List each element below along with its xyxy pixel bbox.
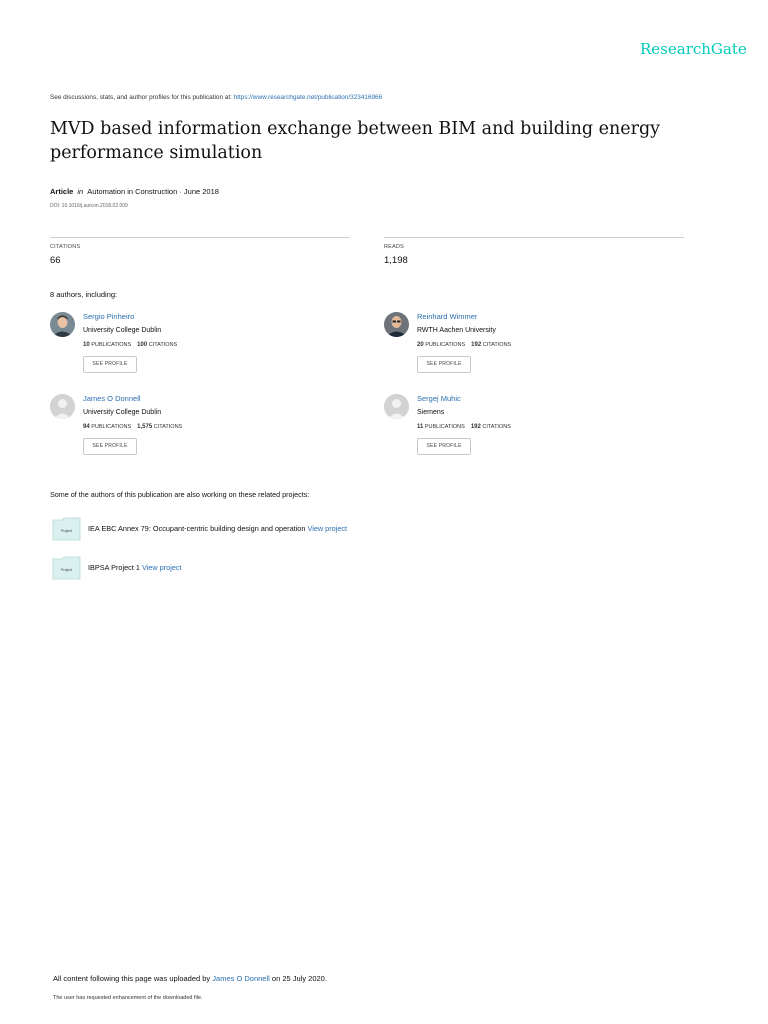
reads-label: READS xyxy=(384,244,404,250)
author-stats xyxy=(83,424,182,430)
author-stats xyxy=(83,342,177,348)
citations-count: 192 xyxy=(471,342,482,348)
see-profile-button[interactable]: SEE PROFILE xyxy=(417,438,471,455)
author-photo-icon xyxy=(50,312,75,337)
author-stats xyxy=(417,424,511,430)
see-profile-button[interactable]: SEE PROFILE xyxy=(83,438,137,455)
citations-value: 66 xyxy=(50,255,61,266)
citations-label: CITATIONS xyxy=(148,342,178,348)
avatar[interactable] xyxy=(384,394,409,419)
citations-count: 1,575 xyxy=(137,424,153,430)
see-profile-button[interactable]: SEE PROFILE xyxy=(417,356,471,373)
journal-date: Automation in Construction · June 2018 xyxy=(87,187,219,196)
publication-url-link[interactable]: https://www.researchgate.net/publication/323416966 xyxy=(233,94,383,101)
publications-label: PUBLICATIONS xyxy=(91,342,132,348)
project-text xyxy=(88,563,182,572)
paper-meta xyxy=(50,187,219,196)
upload-notice xyxy=(53,974,327,983)
avatar[interactable] xyxy=(384,312,409,337)
discussion-line xyxy=(50,94,382,101)
author-card xyxy=(50,394,350,464)
default-avatar-icon xyxy=(50,394,75,419)
author-card xyxy=(50,312,350,382)
publications-count: 94 xyxy=(83,424,90,430)
uploader-link[interactable]: James O Donnell xyxy=(212,974,270,983)
publications-label: PUBLICATIONS xyxy=(424,424,465,430)
author-institution: RWTH Aachen University xyxy=(417,327,496,334)
publications-count: 10 xyxy=(83,342,90,348)
citations-count: 100 xyxy=(137,342,148,348)
enhancement-note: The user has requested enhancement of the downloaded file. xyxy=(53,995,203,1001)
author-institution: University College Dublin xyxy=(83,409,162,416)
author-name[interactable]: Sergio Pinheiro xyxy=(83,312,135,321)
author-institution: University College Dublin xyxy=(83,327,162,334)
in-word: in xyxy=(77,187,84,196)
reads-divider xyxy=(384,237,684,238)
publications-label: PUBLICATIONS xyxy=(91,424,132,430)
citations-divider xyxy=(50,237,350,238)
author-stats xyxy=(417,342,511,348)
article-type: Article xyxy=(50,187,74,196)
project-folder-icon xyxy=(52,556,81,580)
author-card xyxy=(384,394,684,464)
project-name: IEA EBC Annex 79: Occupant-centric building design and operation xyxy=(88,524,306,533)
publications-count: 11 xyxy=(417,424,424,430)
avatar[interactable] xyxy=(50,394,75,419)
author-card xyxy=(384,312,684,382)
author-name[interactable]: Sergej Muhic xyxy=(417,394,461,403)
project-folder-icon xyxy=(52,517,81,541)
citations-label: CITATIONS xyxy=(482,342,512,348)
related-projects-heading: Some of the authors of this publication are also working on these related projects: xyxy=(50,490,310,499)
default-avatar-icon xyxy=(384,394,409,419)
view-project-link[interactable]: View project xyxy=(141,563,182,572)
upload-prefix: All content following this page was uploaded by xyxy=(53,974,213,983)
project-icon-label: Project xyxy=(60,568,73,572)
citations-label: CITATIONS xyxy=(482,424,511,430)
reads-value: 1,198 xyxy=(384,255,408,266)
upload-suffix: on 25 July 2020. xyxy=(269,974,327,983)
author-name[interactable]: James O Donnell xyxy=(83,394,141,403)
see-profile-button[interactable]: SEE PROFILE xyxy=(83,356,137,373)
paper-title xyxy=(50,117,690,165)
citations-count: 192 xyxy=(470,424,481,430)
avatar[interactable] xyxy=(50,312,75,337)
citations-label: CITATIONS xyxy=(153,424,183,430)
paper-title-line-1: MVD based information exchange between BIM and building energy xyxy=(50,119,661,139)
citations-label: CITATIONS xyxy=(50,244,81,250)
doi: DOI: 10.1016/j.autcon.2018.02.009 xyxy=(50,203,128,209)
authors-heading: 8 authors, including: xyxy=(50,290,118,299)
project-icon-label: Project xyxy=(60,529,73,533)
view-project-link[interactable]: View project xyxy=(307,524,348,533)
researchgate-logo[interactable]: ResearchGate xyxy=(640,40,747,58)
publications-count: 20 xyxy=(417,342,424,348)
project-name: IBPSA Project 1 xyxy=(88,563,140,572)
project-text xyxy=(88,524,347,533)
author-photo-icon xyxy=(384,312,409,337)
discussion-text: See discussions, stats, and author profiles for this publication at: xyxy=(50,94,234,101)
paper-title-line-2: performance simulation xyxy=(50,143,263,163)
author-institution: Siemens xyxy=(417,409,445,416)
publications-label: PUBLICATIONS xyxy=(425,342,466,348)
author-name[interactable]: Reinhard Wimmer xyxy=(417,312,478,321)
